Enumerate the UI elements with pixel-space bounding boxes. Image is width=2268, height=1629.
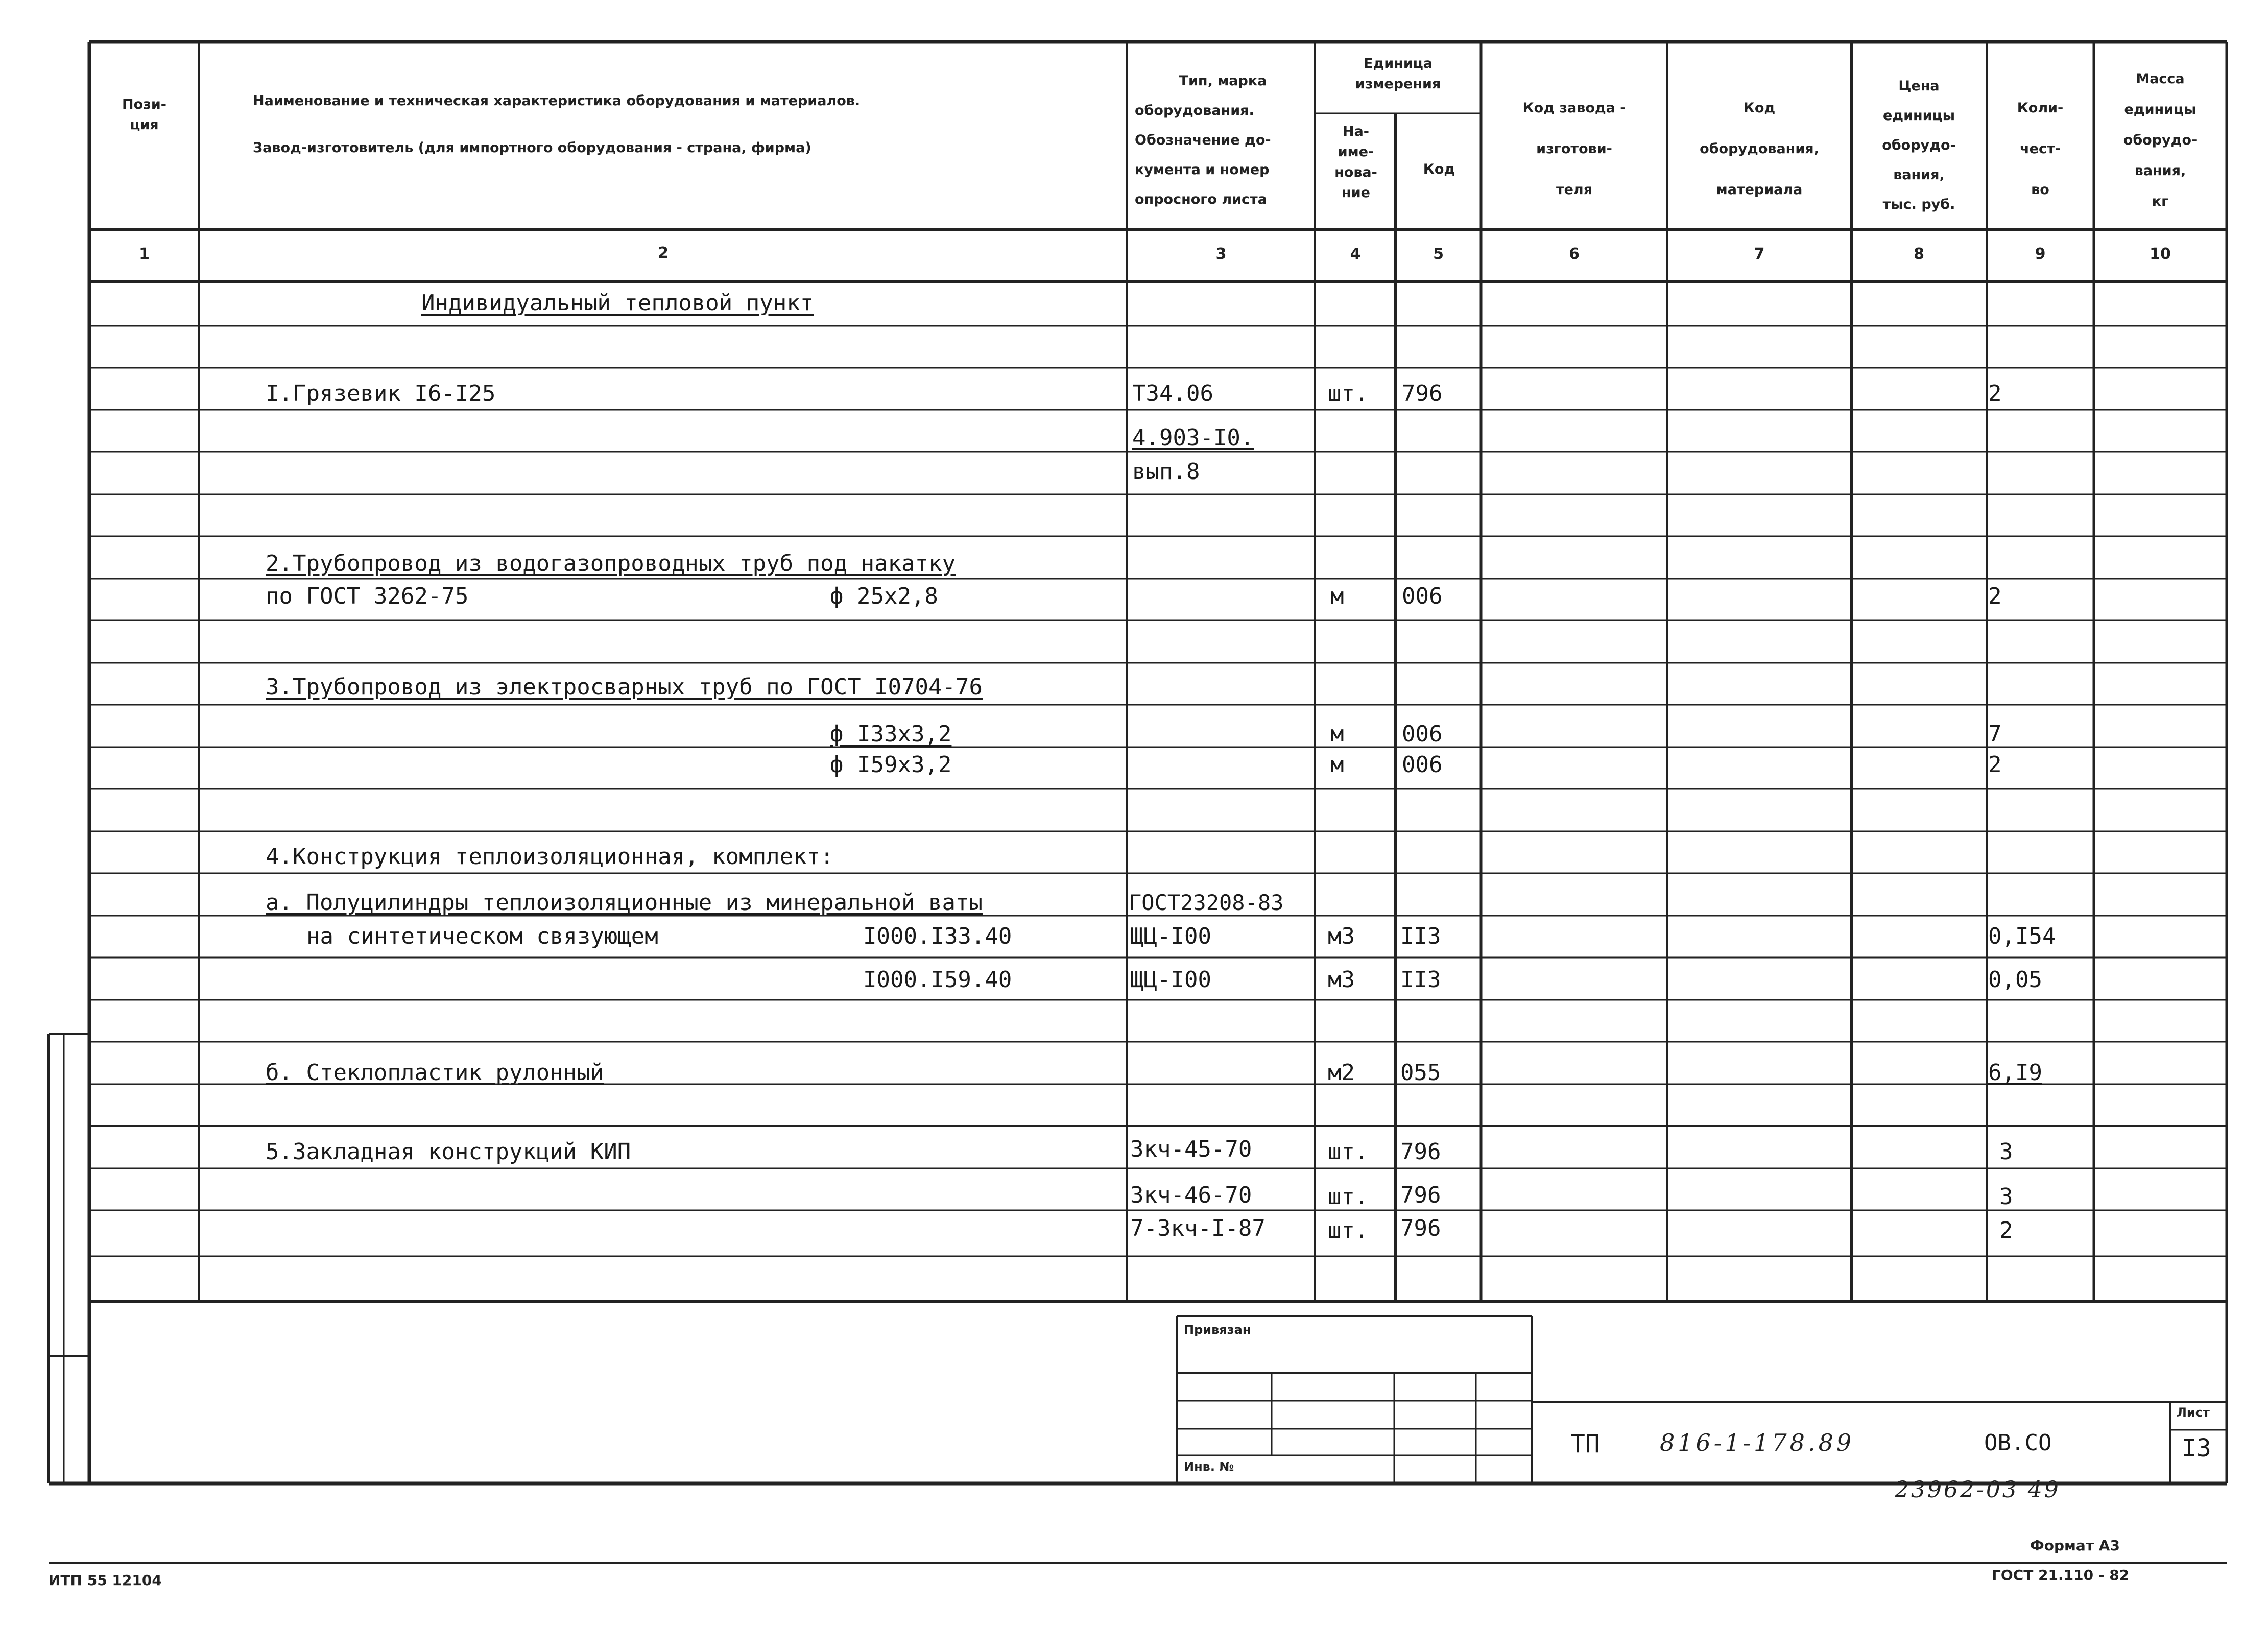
header-col-2: Наименование и техническая характеристика оборудования и материалов. Завод-изготовитель (для импортного оборудования - страна, фирма) [253,93,861,156]
item-qty: 2 [1999,1217,2013,1243]
item-unit: м3 [1328,923,1355,949]
item-code: 006 [1402,752,1443,778]
item-qty: 2 [1988,583,2002,609]
format-label: Формат А3 [2030,1537,2120,1554]
stamp-project-number: 816-1-178.89 [1660,1429,1855,1456]
stamp-inv-label: Инв. № [1184,1459,1234,1474]
item-type: 3кч-46-70 [1130,1182,1252,1208]
item-dimension: ф I59х3,2 [830,752,952,778]
item-type: 3кч-45-70 [1130,1136,1252,1162]
item-unit: шт. [1328,380,1369,406]
item-dimension: I000.I59.40 [863,967,1012,993]
header-col-9: Коли- чест- во [2017,100,2064,198]
item-type: вып.8 [1132,459,1200,485]
item-unit: м [1330,583,1344,609]
item-unit: м3 [1328,967,1355,993]
item-code: 055 [1400,1060,1441,1086]
item-qty: 2 [1988,380,2002,406]
item-name: 2.Трубопровод из водогазопроводных труб под накатку [266,550,956,577]
col-number-5: 5 [1433,245,1444,263]
item-dimension: ф I33х3,2 [830,721,952,747]
item-type: ГОСТ23208-83 [1129,890,1284,915]
header-col-8: Цена единицы оборудо- вания, тыс. руб. [1882,78,1956,212]
col-number-8: 8 [1914,245,1924,263]
item-type: ЩЦ-I00 [1130,967,1211,993]
item-qty: 6,I9 [1988,1060,2042,1086]
itp-label: ИТП 55 12104 [49,1572,162,1589]
item-name: на синтетическом связующем [306,923,658,949]
col-number-6: 6 [1569,245,1580,263]
item-code: II3 [1400,923,1441,949]
stamp-mark: ОВ.СО [1984,1430,2052,1456]
col-number-7: 7 [1754,245,1765,263]
item-qty: 3 [1999,1184,2013,1210]
item-unit: м [1330,752,1344,778]
item-code: 006 [1402,721,1443,747]
item-unit: шт. [1328,1184,1369,1210]
item-name: 4.Конструкция теплоизоляционная, комплект: [266,844,834,870]
item-name: а. Полуцилиндры теплоизоляционные из минеральной ваты [266,890,983,916]
header-col-5: Код [1423,161,1455,177]
item-qty: 7 [1988,721,2002,747]
item-unit: шт. [1328,1217,1369,1243]
item-unit: шт. [1328,1139,1369,1165]
item-dimension: I000.I33.40 [863,923,1012,949]
item-type: ЩЦ-I00 [1130,923,1211,949]
stamp-privyazan-label: Привязан [1184,1323,1251,1337]
item-code: 006 [1402,583,1443,609]
header-col-3: Тип, марка оборудования. Обозначение до- кумента и номер опросного листа [1135,73,1271,207]
header-col-7: Код оборудования, материала [1700,100,1819,198]
item-qty: 3 [1999,1139,2013,1165]
item-name: I.Грязевик I6-I25 [266,380,496,406]
header-col-4: На- име- нова- ние [1334,124,1377,201]
item-name: 5.Закладная конструкций КИП [266,1139,631,1165]
handwritten-inventory-number: 23962-03 49 [1895,1477,2061,1503]
stamp-sheet-number: I3 [2182,1434,2211,1463]
item-code: 796 [1400,1182,1441,1208]
header-col-1: Пози- ция [122,97,166,133]
col-number-2: 2 [658,244,669,262]
col-number-3: 3 [1215,245,1227,263]
stamp-tp: ТП [1570,1430,1600,1458]
item-type: 4.903-I0. [1132,425,1254,451]
item-name: б. Стеклопластик рулонный [266,1060,604,1086]
item-type: 7-3кч-I-87 [1130,1215,1266,1241]
item-qty: 2 [1988,752,2002,778]
item-code: 796 [1402,380,1443,406]
item-name: по ГОСТ 3262-75 [266,583,469,609]
item-code: 796 [1400,1139,1441,1165]
col-number-1: 1 [139,245,150,263]
item-code: 796 [1400,1215,1441,1241]
col-number-9: 9 [2035,245,2046,263]
header-col-10: Масса единицы оборудо- вания, кг [2123,71,2198,209]
col-number-10: 10 [2150,245,2171,263]
item-code: II3 [1400,967,1441,993]
item-unit: м2 [1328,1060,1355,1086]
header-unit-group: Единица измерения [1355,56,1441,92]
item-qty: 0,05 [1988,967,2042,993]
item-type: Т34.06 [1132,380,1213,406]
item-name: 3.Трубопровод из электросварных труб по ГОСТ I0704-76 [266,674,983,700]
header-col-6: Код завода - изготови- теля [1522,100,1626,198]
section-title: Индивидуальный тепловой пункт [421,290,814,316]
stamp-sheet-label: Лист [2177,1405,2210,1420]
item-dimension: ф 25х2,8 [830,583,938,609]
item-qty: 0,I54 [1988,923,2056,949]
gost-label: ГОСТ 21.110 - 82 [1992,1567,2130,1584]
col-number-4: 4 [1350,245,1361,263]
item-unit: м [1330,721,1344,747]
